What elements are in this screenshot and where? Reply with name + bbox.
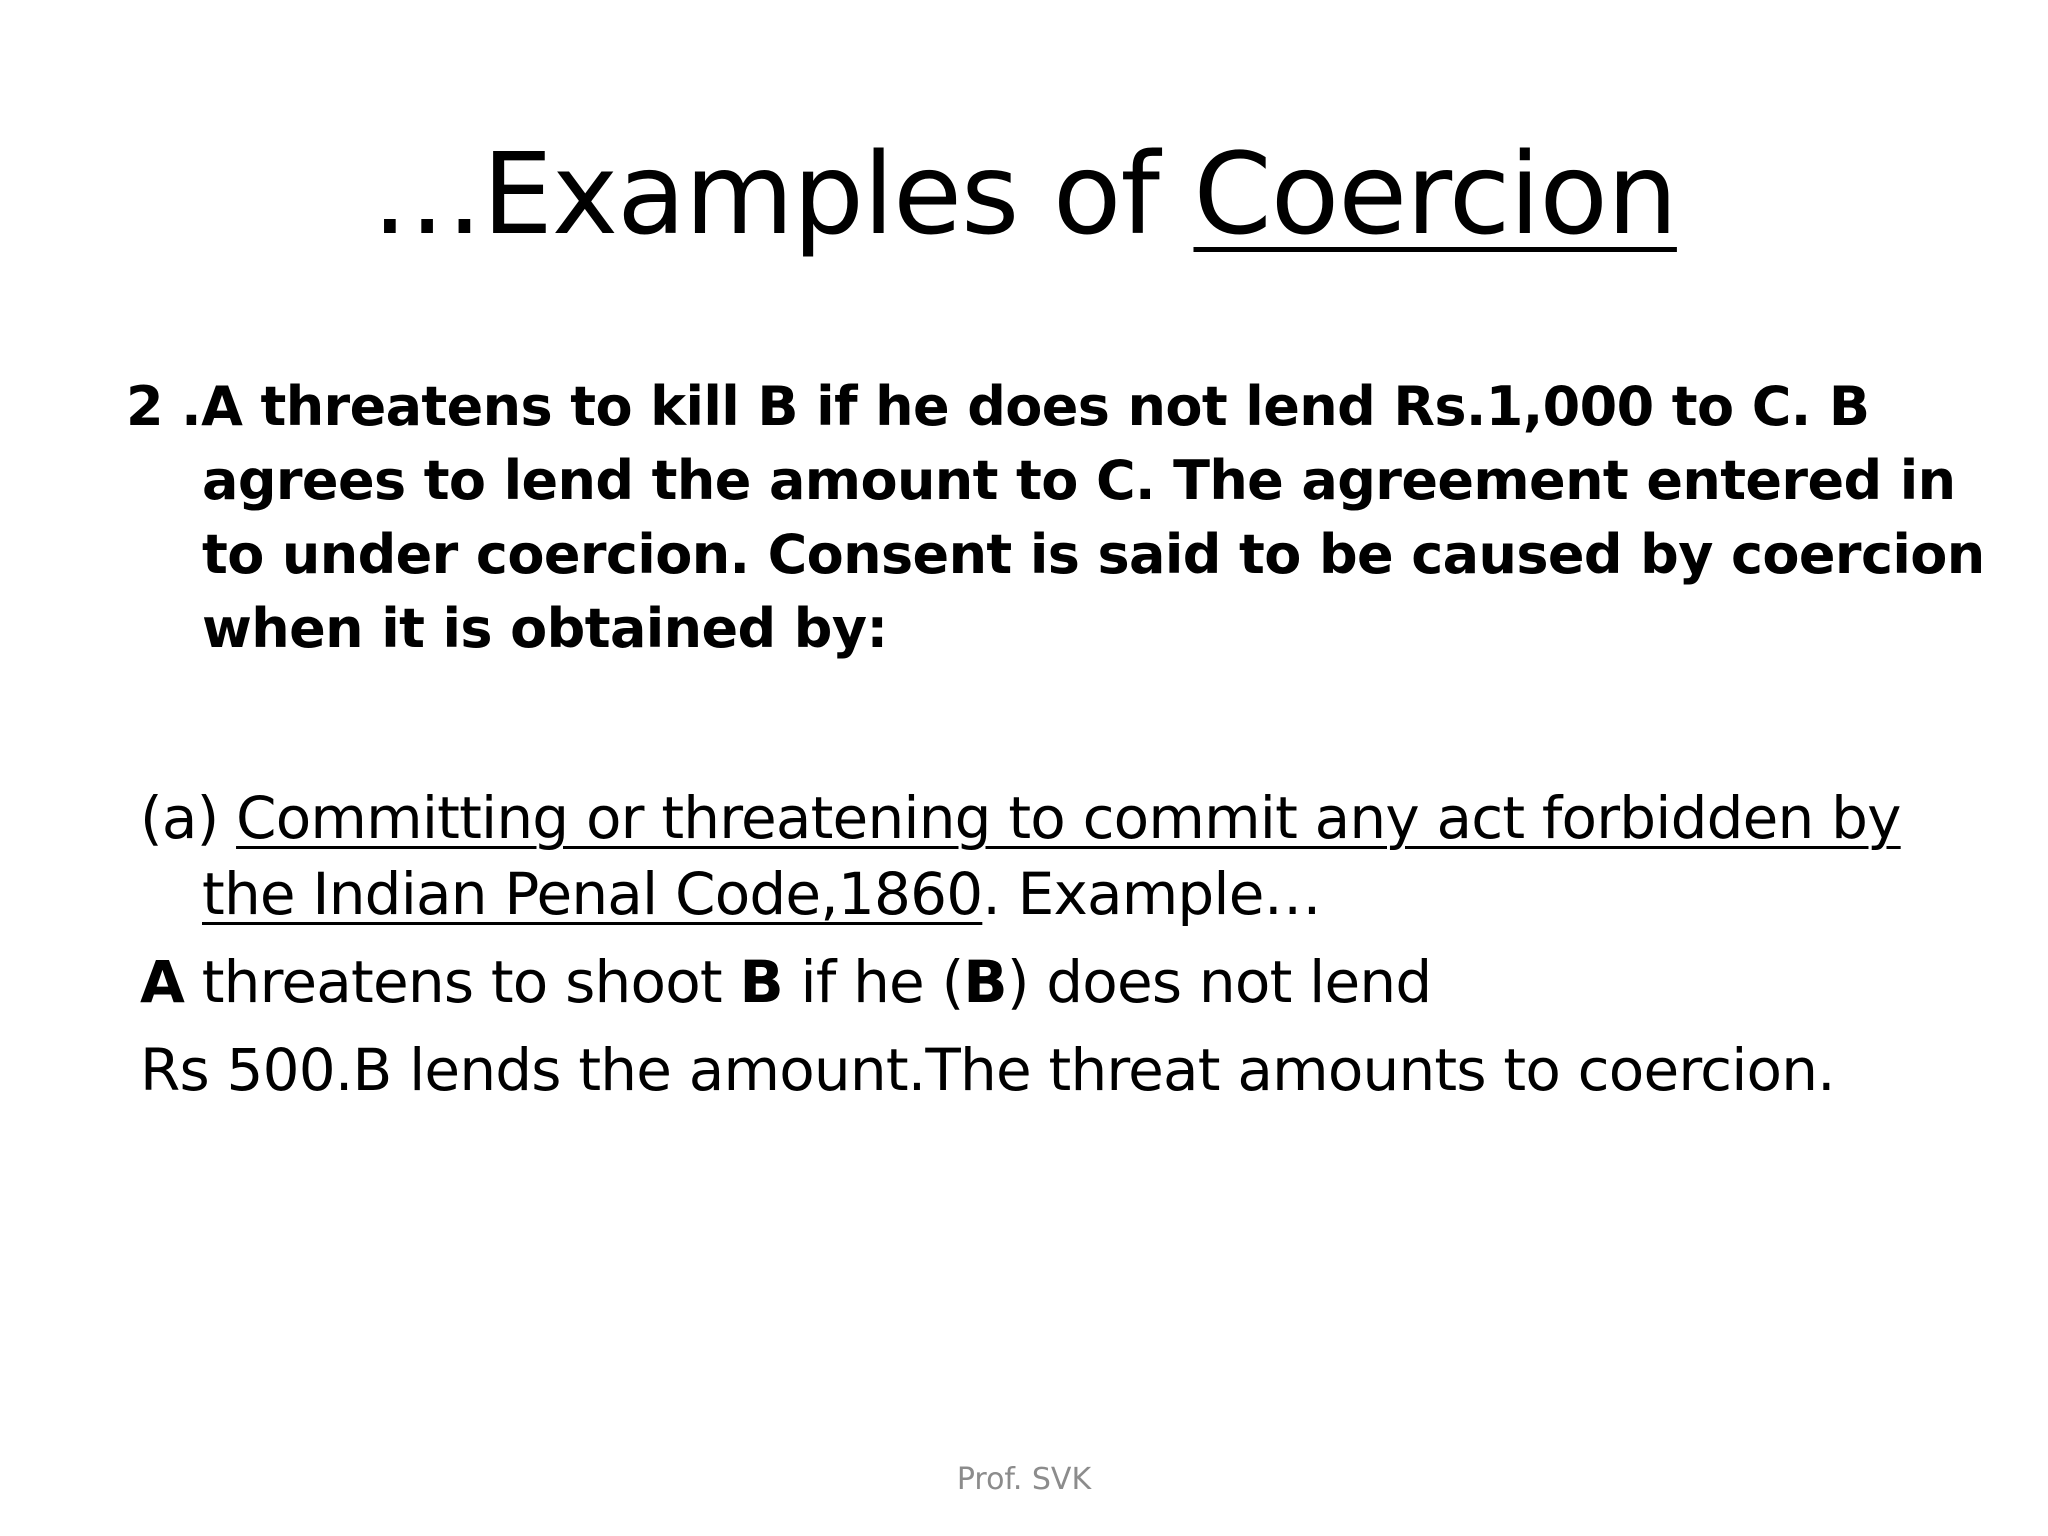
example-line-2: Rs 500.B lends the amount.The threat amounts to coercion. (140, 1036, 1835, 1104)
slide-title (0, 125, 2048, 265)
example-paragraph (126, 370, 1985, 666)
party-b-repeat: B (963, 948, 1007, 1016)
example-line-1 (140, 944, 1431, 1020)
clause-a-underlined-2: the Indian Penal Code,1860 (202, 860, 983, 928)
clause-a-suffix: . Example… (982, 860, 1321, 928)
example-text-3: ) does not lend (1006, 948, 1432, 1016)
clause-a-line-2 (202, 856, 1321, 932)
example-text-1: threatens to shoot (184, 948, 740, 1016)
example-text-2: if he ( (782, 948, 964, 1016)
paragraph-line-2: agrees to lend the amount to C. The agreement entered in (202, 449, 1956, 512)
title-prefix: …Examples of (371, 130, 1194, 260)
party-b: B (739, 948, 783, 1016)
paragraph-line-1: 2 .A threatens to kill B if he does not lend Rs.1,000 to C. B (126, 375, 1870, 438)
clause-a-label: (a) (140, 784, 237, 852)
paragraph-line-3: to under coercion. Consent is said to be caused by coercion (202, 523, 1985, 586)
party-a: A (140, 948, 185, 1016)
footer-author: Prof. SVK (956, 1462, 1092, 1497)
clause-a-line-1 (140, 780, 1901, 856)
paragraph-line-4: when it is obtained by: (202, 597, 888, 660)
title-underlined-word: Coercion (1193, 130, 1677, 260)
clause-a-underlined-1: Committing or threatening to commit any act forbidden by (236, 784, 1901, 852)
